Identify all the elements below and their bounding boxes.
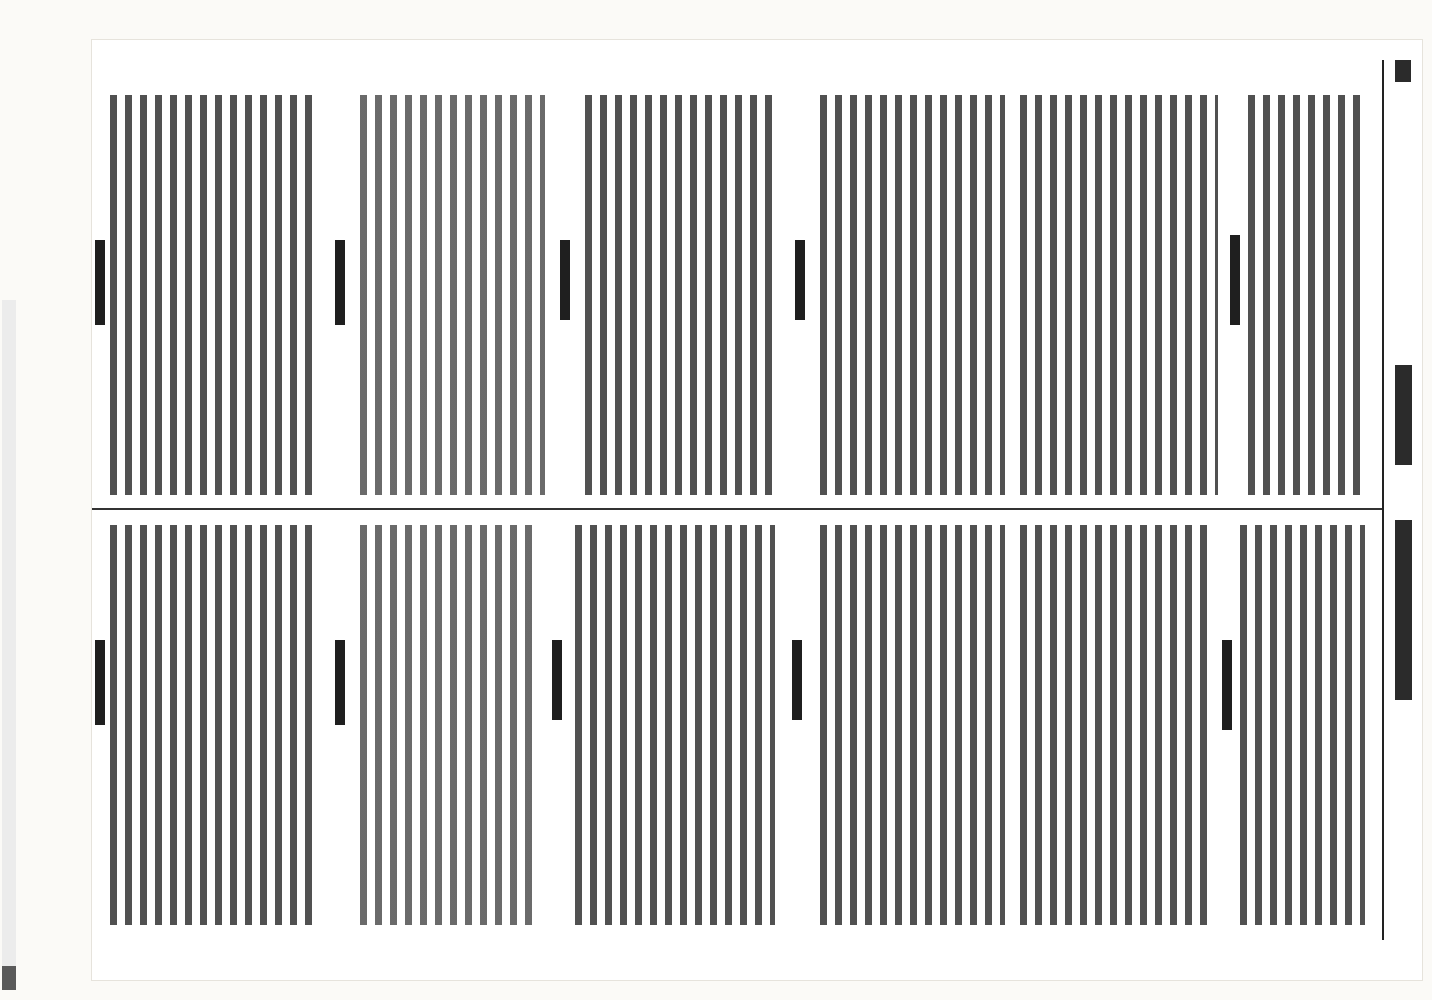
header-rule — [1382, 60, 1384, 940]
spanish-text-block-1 — [1240, 525, 1365, 925]
article-heading-german-3 — [560, 240, 570, 320]
running-head — [1395, 365, 1412, 465]
spanish-text-block-5 — [360, 525, 540, 925]
german-text-block-6 — [110, 95, 315, 495]
article-heading-spanish-5 — [95, 640, 105, 725]
dfg-logo-icon — [2, 966, 16, 990]
german-text-block-2 — [1020, 95, 1218, 495]
spanish-text-block-2 — [1020, 525, 1210, 925]
article-heading-german-4 — [335, 240, 345, 325]
column-divider — [92, 508, 1382, 510]
page-number — [1395, 60, 1411, 82]
article-heading-spanish-1 — [1222, 640, 1232, 730]
article-heading-german-1 — [1230, 235, 1240, 325]
digitization-credit-strip — [2, 300, 16, 990]
spanish-text-block-3 — [820, 525, 1005, 925]
article-heading-spanish-3 — [552, 640, 562, 720]
german-text-block-4 — [585, 95, 780, 495]
article-heading-german-5 — [95, 240, 105, 325]
article-heading-spanish-2 — [792, 640, 802, 720]
german-text-block-5 — [360, 95, 545, 495]
german-text-block-1 — [1248, 95, 1368, 495]
spanish-text-block-4 — [575, 525, 775, 925]
article-heading-german-2 — [795, 240, 805, 320]
spanish-text-block-6 — [110, 525, 315, 925]
running-head-2 — [1395, 520, 1412, 700]
german-text-block-3 — [820, 95, 1005, 495]
article-heading-spanish-4 — [335, 640, 345, 725]
